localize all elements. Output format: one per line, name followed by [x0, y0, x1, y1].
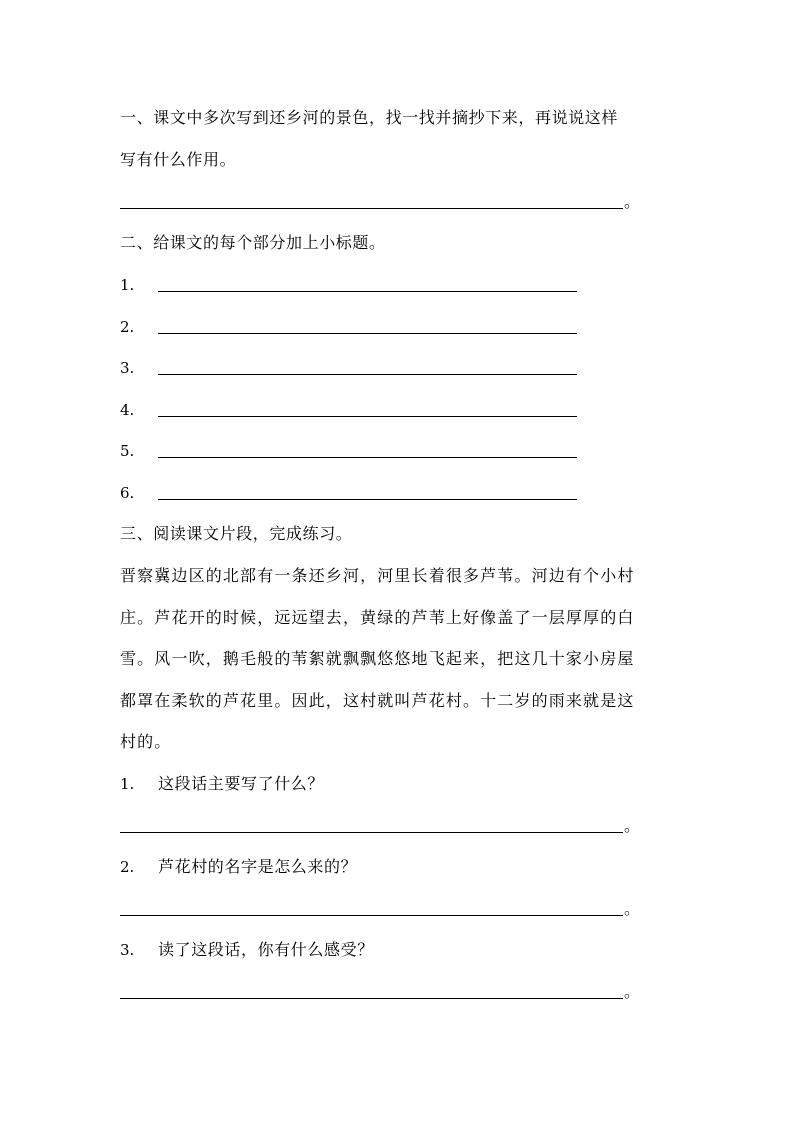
subtitle-number: 3. [120, 359, 135, 377]
subtitle-number: 6. [120, 484, 135, 502]
answer-underline [120, 998, 623, 999]
answer-underline [120, 832, 623, 833]
passage-line-2: 庄。芦花开的时候，远远望去，黄绿的芦苇上好像盖了一层厚厚的白 [120, 608, 635, 627]
answer-end-mark: 。 [624, 192, 641, 211]
answer-end-mark: 。 [624, 982, 641, 1001]
answer-end-mark: 。 [624, 816, 641, 835]
question-text: 这段话主要写了什么？ [158, 774, 325, 793]
section2-heading: 二、给课文的每个部分加上小标题。 [120, 233, 386, 252]
subtitle-number: 1. [120, 276, 135, 294]
section1-heading-line2: 写有什么作用。 [120, 150, 237, 169]
subtitle-underline [158, 333, 577, 334]
passage-line-1: 晋察冀边区的北部有一条还乡河，河里长着很多芦苇。河边有个小村 [120, 566, 635, 585]
passage-line-4: 都罩在柔软的芦花里。因此，这村就叫芦花村。十二岁的雨来就是这 [120, 691, 635, 710]
answer-underline [120, 915, 623, 916]
passage-line-3: 雪。风一吹，鹅毛般的苇絮就飘飘悠悠地飞起来，把这几十家小房屋 [120, 649, 635, 668]
section1-heading-line1: 一、课文中多次写到还乡河的景色，找一找并摘抄下来，再说说这样 [120, 108, 619, 127]
passage-line-5: 村的。 [120, 732, 172, 751]
section3-heading: 三、阅读课文片段，完成练习。 [120, 524, 353, 543]
question-text: 芦花村的名字是怎么来的？ [158, 857, 358, 876]
subtitle-underline [158, 291, 577, 292]
question-text: 读了这段话，你有什么感受？ [158, 940, 374, 959]
question-number: 1. [120, 775, 135, 793]
question-number: 2. [120, 858, 135, 876]
subtitle-number: 4. [120, 401, 135, 419]
answer-end-mark: 。 [624, 899, 641, 918]
subtitle-number: 5. [120, 442, 135, 460]
subtitle-number: 2. [120, 318, 135, 336]
subtitle-underline [158, 457, 577, 458]
answer-underline [120, 208, 623, 209]
question-number: 3. [120, 941, 135, 959]
subtitle-underline [158, 499, 577, 500]
subtitle-underline [158, 416, 577, 417]
subtitle-underline [158, 374, 577, 375]
